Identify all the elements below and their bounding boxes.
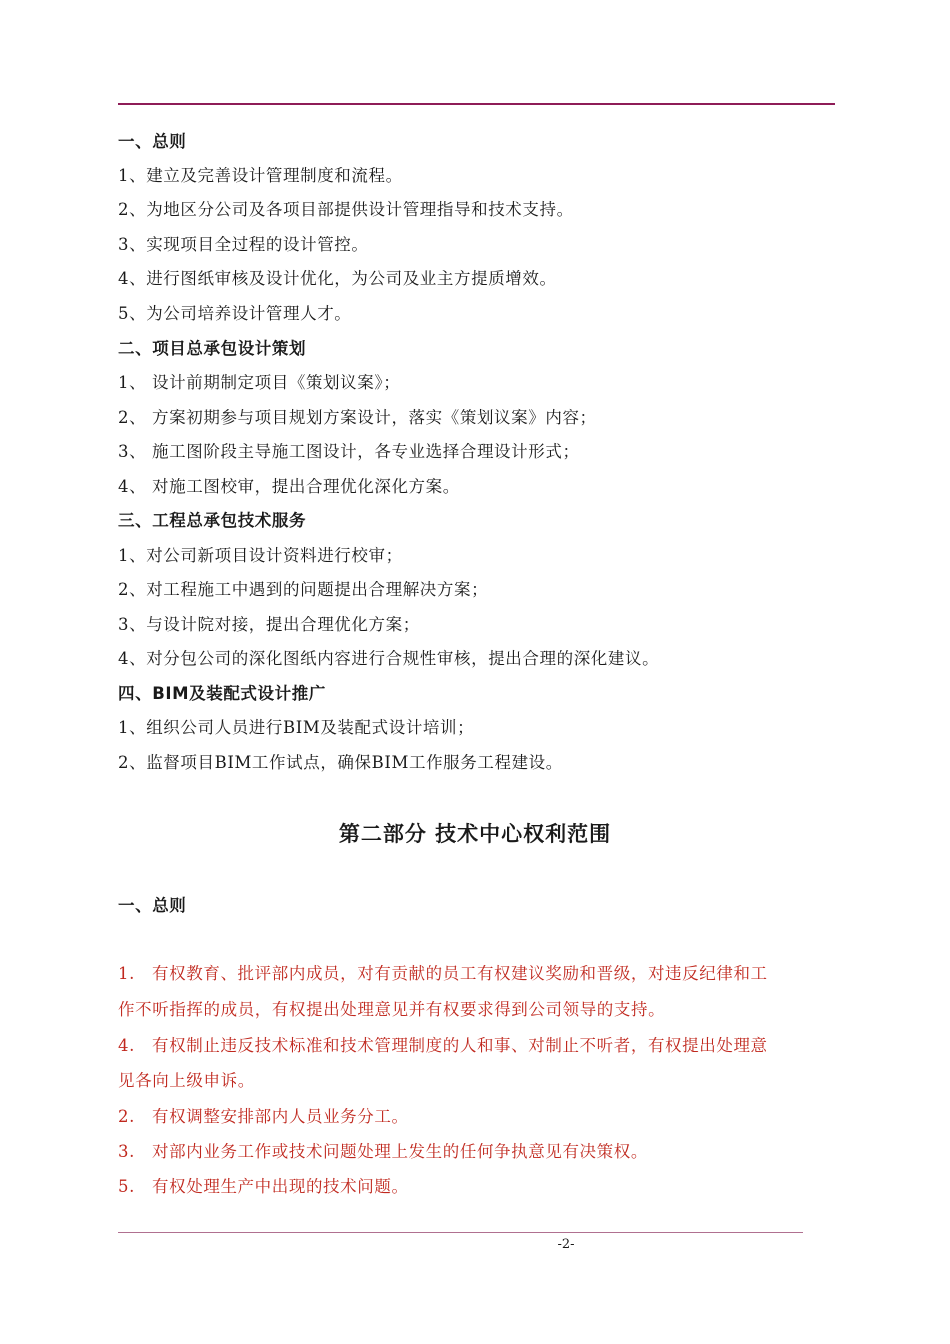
list-item: 5、为公司培养设计管理人才。 <box>118 304 352 323</box>
list-item: 3、与设计院对接，提出合理优化方案； <box>118 615 420 634</box>
list-item: 2、为地区分公司及各项目部提供设计管理指导和技术支持。 <box>118 200 574 219</box>
section-heading-general-2: 一、总则 <box>118 896 187 915</box>
list-item: 1. 有权教育、批评部内成员，对有贡献的员工有权建议奖励和晋级，对违反纪律和工 <box>118 964 768 983</box>
section-heading-general: 一、总则 <box>118 132 187 151</box>
list-item: 3、 施工图阶段主导施工图设计，各专业选择合理设计形式； <box>118 442 580 461</box>
list-item: 3、实现项目全过程的设计管控。 <box>118 235 369 254</box>
list-item: 2. 有权调整安排部内人员业务分工。 <box>118 1107 409 1126</box>
list-item: 2、监督项目BIM工作试点，确保BIM工作服务工程建设。 <box>118 753 563 772</box>
list-item: 4、进行图纸审核及设计优化，为公司及业主方提质增效。 <box>118 269 557 288</box>
header-rule <box>118 103 835 105</box>
footer-rule <box>118 1232 803 1233</box>
section-heading-tech-service: 三、工程总承包技术服务 <box>118 511 307 530</box>
list-item: 1、组织公司人员进行BIM及装配式设计培训； <box>118 718 475 737</box>
list-item: 1、建立及完善设计管理制度和流程。 <box>118 166 403 185</box>
list-item: 1、对公司新项目设计资料进行校审； <box>118 546 403 565</box>
section-heading-bim: 四、BIM及装配式设计推广 <box>118 684 326 703</box>
list-item-continuation: 作不听指挥的成员，有权提出处理意见并有权要求得到公司领导的支持。 <box>118 1000 666 1019</box>
list-item: 5. 有权处理生产中出现的技术问题。 <box>118 1177 409 1196</box>
list-item: 4、 对施工图校审，提出合理优化深化方案。 <box>118 477 460 496</box>
section-heading-design-planning: 二、项目总承包设计策划 <box>118 339 307 358</box>
list-item: 4. 有权制止违反技术标准和技术管理制度的人和事、对制止不听者，有权提出处理意 <box>118 1036 768 1055</box>
list-item: 1、 设计前期制定项目《策划议案》； <box>118 373 401 392</box>
page-number: -2- <box>557 1237 575 1252</box>
part-title: 第二部分 技术中心权利范围 <box>338 822 612 846</box>
list-item: 3. 对部内业务工作或技术问题处理上发生的任何争执意见有决策权。 <box>118 1142 648 1161</box>
list-item: 2、 方案初期参与项目规划方案设计，落实《策划议案》内容； <box>118 408 597 427</box>
list-item: 4、对分包公司的深化图纸内容进行合规性审核，提出合理的深化建议。 <box>118 649 660 668</box>
list-item-continuation: 见各向上级申诉。 <box>118 1071 255 1090</box>
list-item: 2、对工程施工中遇到的问题提出合理解决方案； <box>118 580 489 599</box>
